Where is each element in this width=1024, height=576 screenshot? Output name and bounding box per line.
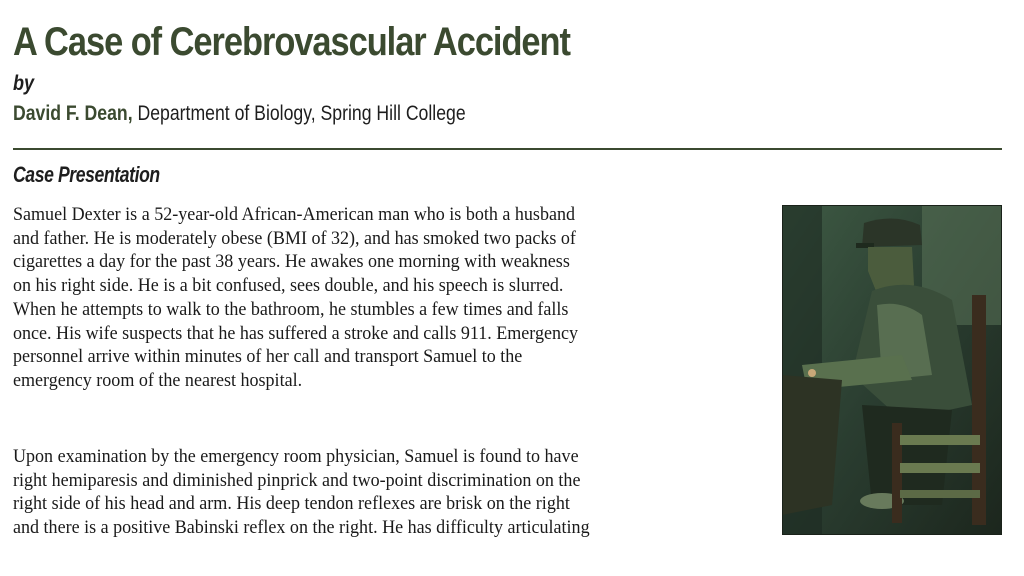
- painting-figure: [782, 205, 1002, 535]
- text-line: and father. He is moderately obese (BMI of 32), and has smoked two packs of: [13, 227, 576, 249]
- text-line: once. His wife suspects that he has suffered a stroke and calls 911. Emergency: [13, 322, 579, 344]
- text-line: cigarettes a day for the past 38 years. He awakes one morning with weakness: [13, 251, 570, 273]
- author-name: David F. Dean,: [13, 102, 133, 125]
- paragraph-1: [13, 203, 753, 393]
- text-line: When he attempts to walk to the bathroom, he stumbles a few times and falls: [13, 298, 569, 320]
- header-divider: [13, 148, 1002, 150]
- author-line: [13, 102, 466, 126]
- painting-image: [782, 205, 1002, 535]
- text-line: and there is a positive Babinski reflex on the right. He has difficulty articulating: [13, 517, 590, 539]
- byline-label: by: [13, 72, 35, 95]
- text-line: right hemiparesis and diminished pinprick and two-point discrimination on the: [13, 469, 581, 491]
- page-title: A Case of Cerebrovascular Accident: [13, 20, 570, 64]
- text-line: emergency room of the nearest hospital.: [13, 369, 303, 391]
- author-affiliation: Department of Biology, Spring Hill College: [132, 102, 466, 125]
- text-line: on his right side. He is a bit confused, sees double, and his speech is slurred.: [13, 275, 564, 297]
- text-line: Upon examination by the emergency room physician, Samuel is found to have: [13, 446, 579, 467]
- paragraph-2: [13, 445, 753, 540]
- text-line: right side of his head and arm. His deep tendon reflexes are brisk on the right: [13, 493, 570, 515]
- section-heading: Case Presentation: [13, 162, 160, 187]
- text-line: Samuel Dexter is a 52-year-old African-American man who is both a husband: [13, 204, 576, 225]
- text-line: personnel arrive within minutes of her call and transport Samuel to the: [13, 346, 523, 368]
